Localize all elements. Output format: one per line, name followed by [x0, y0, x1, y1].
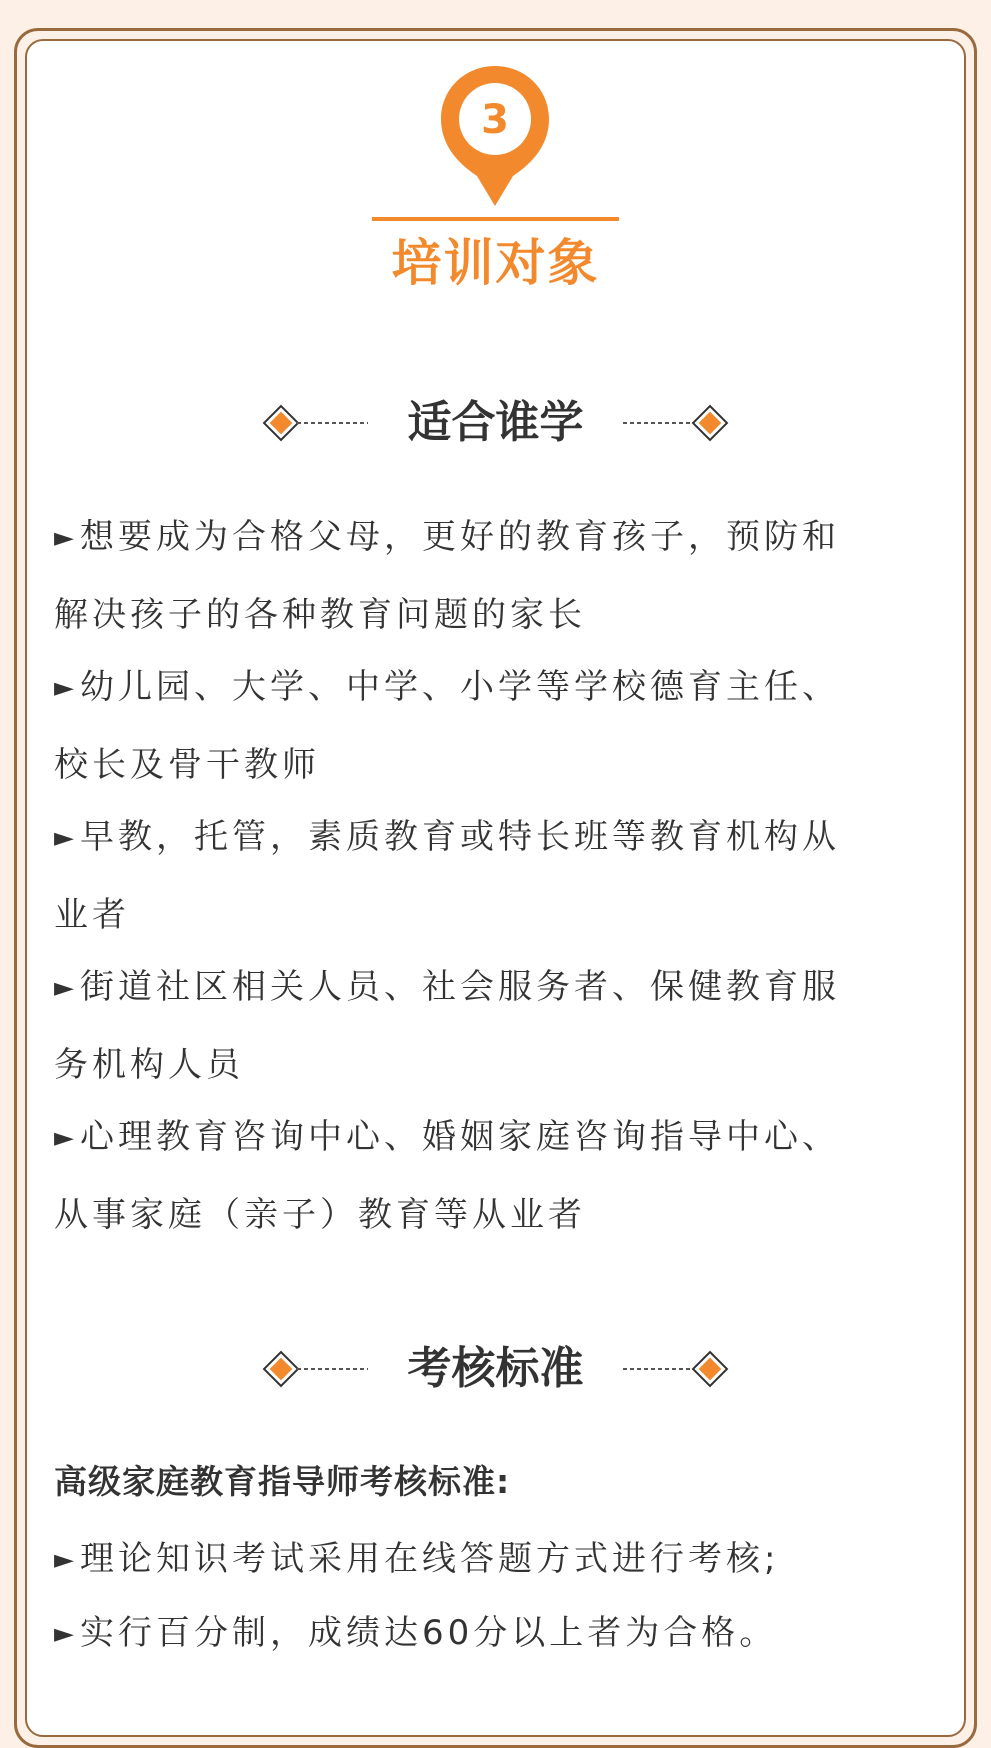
assessment-header [260, 1334, 731, 1404]
section-number: 3 [481, 97, 509, 143]
list-item: ► 街道社区相关人员、社会服务者、保健教育服 务机构人员 [54, 967, 840, 1085]
list-item: ► 幼儿园、大学、中学、小学等学校德育主任、 校长及骨干教师 [54, 667, 840, 785]
list-item: ► 理论知识考试采用在线答题方式进行考核; [54, 1539, 780, 1579]
arrow-icon: ► [54, 673, 74, 703]
diamond-right-icon [693, 406, 727, 440]
list-item: ► 想要成为合格父母，更好的教育孩子，预防和 解决孩子的各种教育问题的家长 [54, 517, 840, 635]
arrow-icon: ► [54, 1545, 74, 1575]
arrow-icon: ► [54, 823, 74, 853]
arrow-icon: ► [54, 1619, 74, 1649]
audience-header [260, 388, 731, 458]
list-item: ► 早教，托管，素质教育或特长班等教育机构从 业者 [54, 817, 840, 935]
diamond-left-icon [264, 406, 298, 440]
assessment-title: 考核标准 [407, 1343, 584, 1394]
list-item: ► 实行百分制，成绩达60分以上者为合格。 [54, 1613, 778, 1653]
audience-title: 适合谁学 [407, 397, 584, 448]
arrow-icon: ► [54, 973, 74, 1003]
list-item: ► 心理教育咨询中心、婚姻家庭咨询指导中心、 从事家庭（亲子）教育等从业者 [54, 1117, 840, 1235]
diamond-right-icon [693, 1352, 727, 1386]
arrow-icon: ► [54, 1123, 74, 1153]
arrow-icon: ► [54, 523, 74, 553]
title-divider [372, 217, 619, 221]
diamond-left-icon [264, 1352, 298, 1386]
page-title: 培训对象 [391, 234, 600, 292]
assessment-subtitle: 高级家庭教育指导师考核标准: [54, 1462, 511, 1501]
